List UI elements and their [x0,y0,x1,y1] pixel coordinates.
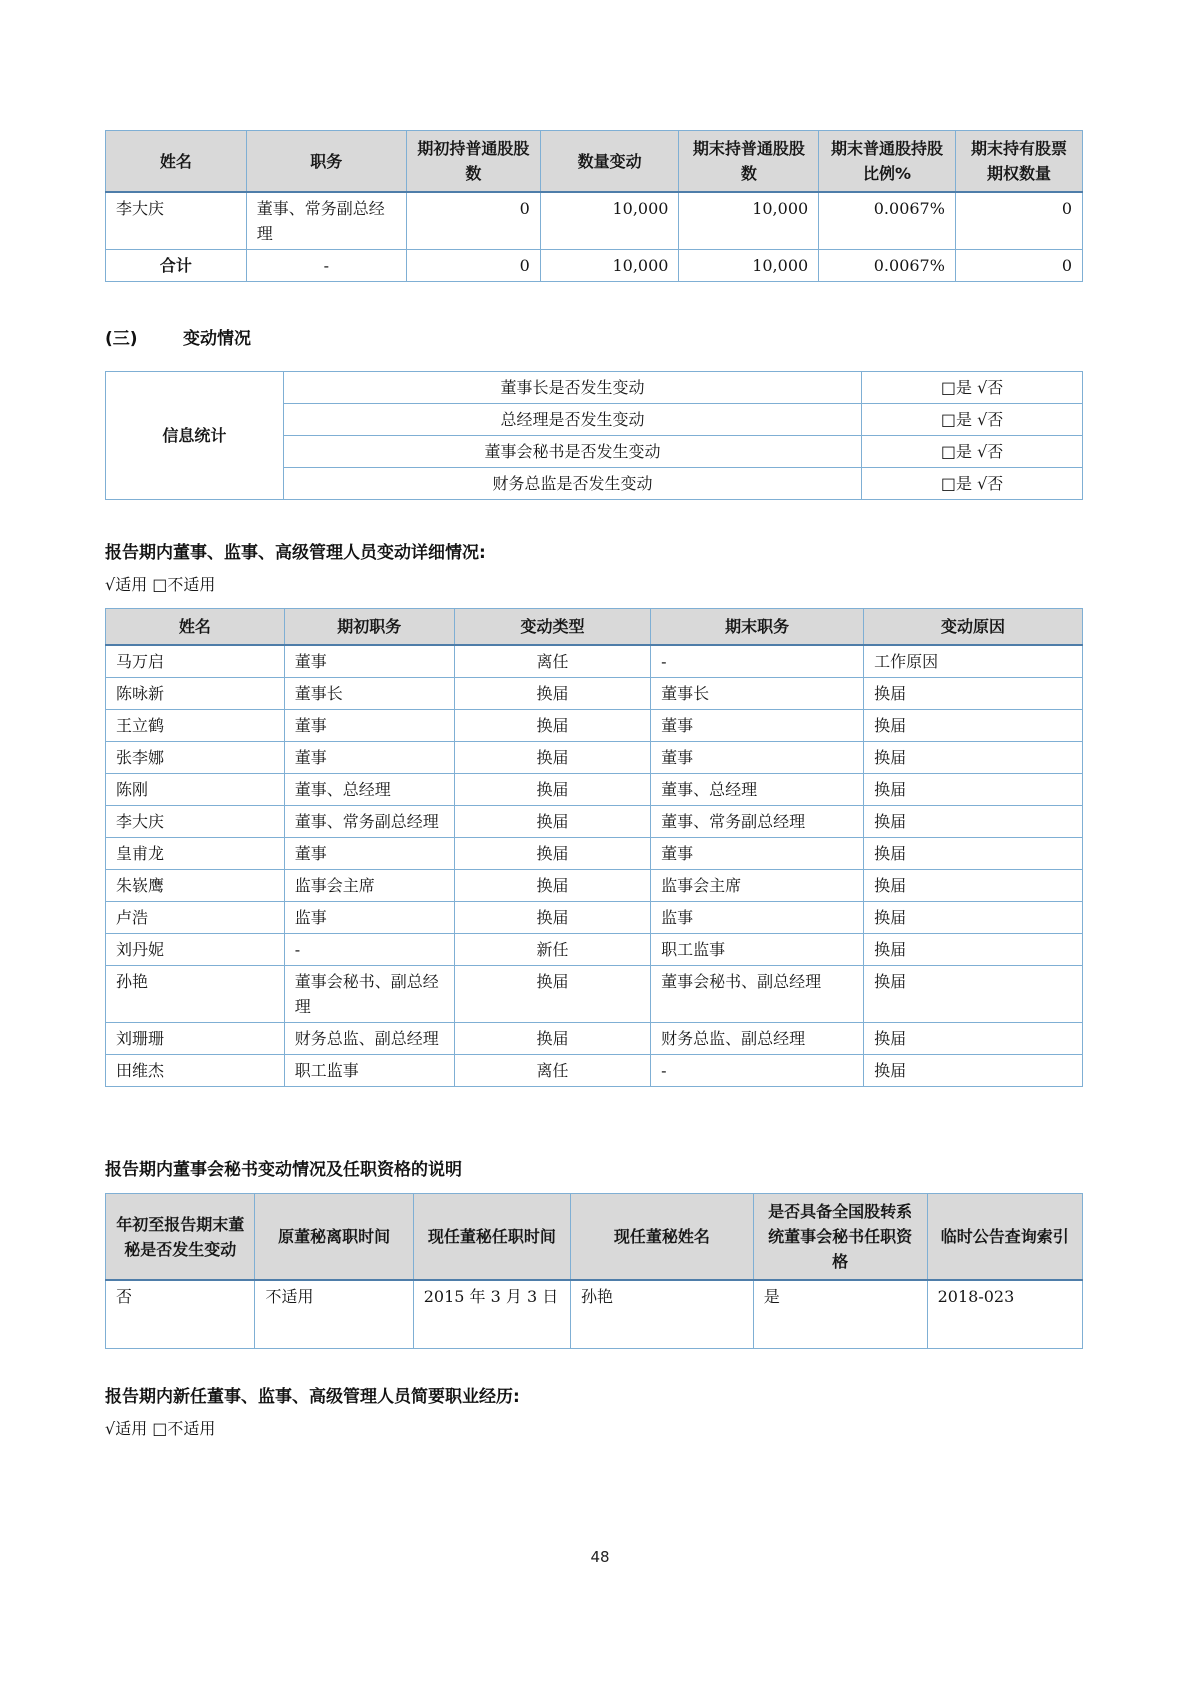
table-cell: 换届 [864,678,1083,710]
table-cell: - [284,934,454,966]
table-cell: 马万启 [106,645,285,678]
table-cell: 陈刚 [106,774,285,806]
checkbox-answer-cell: □是 √否 [862,436,1083,468]
table-cell: 换届 [454,838,650,870]
table-cell: 董事会秘书、副总经理 [284,966,454,1023]
table-cell: 换届 [454,774,650,806]
page-content [105,130,1083,1439]
table-cell: 0 [955,192,1082,250]
table-row [106,372,1083,404]
table-cell: 换届 [864,966,1083,1023]
header-cell: 现任董秘姓名 [571,1194,754,1281]
table-cell: 董事、总经理 [284,774,454,806]
table-cell: 换届 [454,678,650,710]
table-cell: 换届 [864,902,1083,934]
table-cell: 工作原因 [864,645,1083,678]
table-cell: 0 [406,250,540,282]
table-cell: 财务总监、副总经理 [651,1023,864,1055]
header-cell: 期末持普通股股数 [679,131,819,193]
table-cell: 不适用 [255,1280,413,1348]
header-cell: 姓名 [106,609,285,646]
table-row [106,966,1083,1023]
table-cell: 换届 [454,870,650,902]
table-cell: - [246,250,406,282]
table-cell: 朱嵚鹰 [106,870,285,902]
header-cell: 期初持普通股股数 [406,131,540,193]
table-cell: 2015 年 3 月 3 日 [413,1280,570,1348]
table-row [106,1055,1083,1087]
table-cell: 换届 [454,806,650,838]
newhire-applicable-line: √适用 □不适用 [105,1418,216,1438]
table-cell: 田维杰 [106,1055,285,1087]
header-cell: 年初至报告期末董秘是否发生变动 [106,1194,255,1281]
table-cell: 换届 [864,1055,1083,1087]
table-cell: 董事、总经理 [651,774,864,806]
checkbox-answer-cell: □是 √否 [862,468,1083,500]
table-cell: 董事 [284,710,454,742]
table-cell: 0 [955,250,1082,282]
table-cell: 董事 [284,838,454,870]
header-cell: 现任董秘任职时间 [413,1194,570,1281]
table-cell: 董事长是否发生变动 [283,372,861,404]
table-cell: 李大庆 [106,806,285,838]
table-header-row [106,609,1083,646]
header-cell: 职务 [246,131,406,193]
table-cell: 2018-023 [927,1280,1082,1348]
table-row [106,192,1083,250]
table-cell: 监事会主席 [284,870,454,902]
table-cell: 董事 [651,710,864,742]
table-cell: 换届 [454,710,650,742]
table-cell: 财务总监、副总经理 [284,1023,454,1055]
detail-applicable-line: √适用 □不适用 [105,575,216,594]
table-row [106,838,1083,870]
table-cell: 皇甫龙 [106,838,285,870]
section-heading-change [105,324,1083,349]
table-row [106,742,1083,774]
header-cell: 变动类型 [454,609,650,646]
table-cell: 换届 [864,774,1083,806]
table-cell: 0 [406,192,540,250]
table-cell: 监事 [284,902,454,934]
table-cell: 10,000 [679,192,819,250]
table-cell: 董事长 [651,678,864,710]
table-cell: 换届 [454,742,650,774]
table-cell: 10,000 [540,250,679,282]
newhire-heading: 报告期内新任董事、监事、高级管理人员简要职业经历: [105,1386,520,1407]
table-header-row [106,1194,1083,1281]
table-cell: 财务总监是否发生变动 [283,468,861,500]
checkbox-answer-cell: □是 √否 [862,372,1083,404]
table-cell: 离任 [454,645,650,678]
table-cell: 孙艳 [106,966,285,1023]
header-cell: 期末普通股持股比例% [819,131,956,193]
detail-changes-heading: 报告期内董事、监事、高级管理人员变动详细情况: [105,543,486,563]
header-cell: 变动原因 [864,609,1083,646]
info-statistics-table [105,371,1083,500]
table-row [106,678,1083,710]
table-row [106,1280,1083,1348]
header-cell: 期初职务 [284,609,454,646]
table-cell: 董事 [284,742,454,774]
table-cell: 换届 [864,934,1083,966]
table-cell: 张李娜 [106,742,285,774]
table-cell: 陈咏新 [106,678,285,710]
header-cell: 数量变动 [540,131,679,193]
table-cell: 0.0067% [819,250,956,282]
table-row [106,934,1083,966]
table-total-row [106,250,1083,282]
table-row [106,1023,1083,1055]
table-header-row [106,131,1083,193]
table-row [106,902,1083,934]
table-cell: 董事、常务副总经理 [246,192,406,250]
table-cell: 职工监事 [284,1055,454,1087]
table-row [106,774,1083,806]
header-cell: 姓名 [106,131,247,193]
header-cell: 临时公告查询索引 [927,1194,1082,1281]
table-cell: 换届 [864,710,1083,742]
table-cell: 监事会主席 [651,870,864,902]
table-cell: 董事 [651,838,864,870]
table-row [106,645,1083,678]
table-row [106,710,1083,742]
page-number: 48 [590,1548,610,1566]
table-cell: 换届 [864,838,1083,870]
checkbox-answer-cell: □是 √否 [862,404,1083,436]
table-cell: 合计 [106,250,247,282]
table-cell: 0.0067% [819,192,956,250]
table-cell: 换届 [864,806,1083,838]
table-cell: 换届 [454,1023,650,1055]
table-cell: 李大庆 [106,192,247,250]
table-cell: 否 [106,1280,255,1348]
info-stats-label-cell: 信息统计 [106,372,284,500]
table-cell: 董事、常务副总经理 [651,806,864,838]
table-cell: 董事会秘书、副总经理 [651,966,864,1023]
table-cell: 换届 [864,870,1083,902]
section-title: 变动情况 [183,329,251,349]
table-cell: 董事 [284,645,454,678]
table-cell: 新任 [454,934,650,966]
detail-changes-table [105,608,1083,1087]
section-number: (三) [105,329,138,349]
table-cell: 换届 [454,902,650,934]
table-cell: 换届 [864,1023,1083,1055]
table-cell: 换届 [864,742,1083,774]
table-cell: - [651,645,864,678]
secretary-heading: 报告期内董事会秘书变动情况及任职资格的说明 [105,1160,462,1180]
table-row [106,870,1083,902]
table-cell: 是 [753,1280,927,1348]
table-cell: 孙艳 [571,1280,754,1348]
table-cell: 监事 [651,902,864,934]
table-cell: 董事会秘书是否发生变动 [283,436,861,468]
table-cell: 换届 [454,966,650,1023]
shareholding-table [105,130,1083,282]
header-cell: 期末职务 [651,609,864,646]
table-cell: 10,000 [540,192,679,250]
table-cell: 董事 [651,742,864,774]
table-cell: 董事、常务副总经理 [284,806,454,838]
table-cell: 卢浩 [106,902,285,934]
table-cell: 王立鹤 [106,710,285,742]
table-cell: 10,000 [679,250,819,282]
header-cell: 期末持有股票期权数量 [955,131,1082,193]
header-cell: 原董秘离职时间 [255,1194,413,1281]
table-cell: 刘珊珊 [106,1023,285,1055]
secretary-table [105,1193,1083,1349]
table-cell: 职工监事 [651,934,864,966]
table-cell: 总经理是否发生变动 [283,404,861,436]
table-row [106,806,1083,838]
table-cell: 刘丹妮 [106,934,285,966]
table-cell: 董事长 [284,678,454,710]
table-cell: 离任 [454,1055,650,1087]
header-cell: 是否具备全国股转系统董事会秘书任职资格 [753,1194,927,1281]
table-cell: - [651,1055,864,1087]
